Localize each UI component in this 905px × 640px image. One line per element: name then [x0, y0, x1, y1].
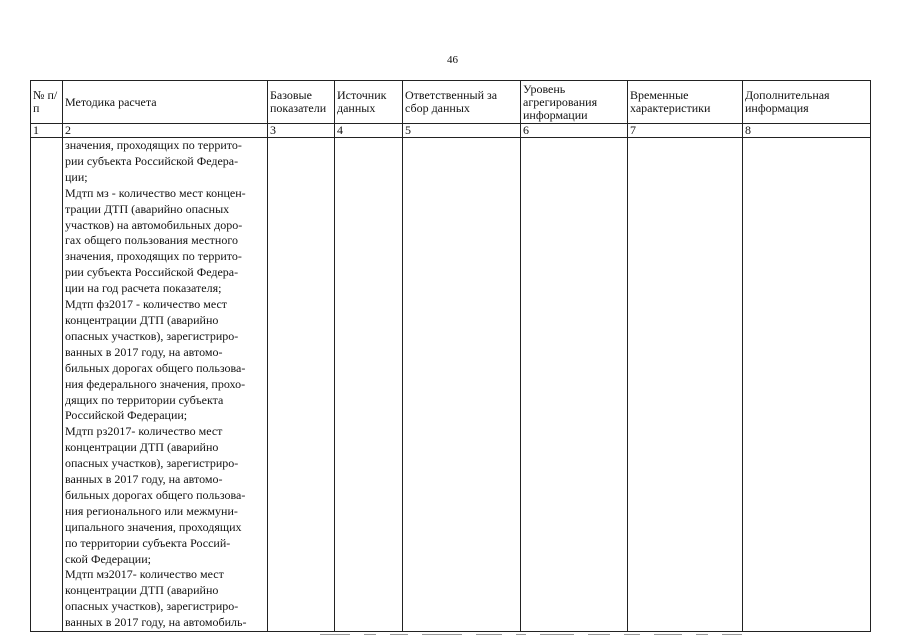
cell-data-source	[335, 138, 403, 632]
method-text-line: ванных в 2017 году, на автомо-	[65, 344, 223, 359]
method-text-line: Мдтп мз - количество мест концен-	[65, 185, 246, 200]
method-text-line: по территории субъекта Россий-	[65, 535, 231, 550]
column-number-row	[31, 124, 871, 138]
column-number: 1	[31, 124, 63, 138]
method-text-line: ния федерального значения, прохо-	[65, 376, 246, 391]
method-text-line: ванных в 2017 году, на автомо-	[65, 472, 223, 487]
cell-responsible	[403, 138, 521, 632]
cell-method	[63, 138, 268, 632]
method-text-line: гах общего пользования местного	[65, 233, 238, 248]
method-text-line: концентрации ДТП (аварийно	[65, 312, 219, 327]
method-text-line: рии субъекта Российской Федера-	[65, 265, 239, 280]
page-number: 46	[447, 54, 458, 66]
cell-number	[31, 138, 63, 632]
scan-artifact-marks	[320, 634, 890, 636]
method-text-line: ципального значения, проходящих	[65, 519, 242, 534]
header-responsible: Ответственный за сбор данных	[403, 81, 521, 124]
method-text-line: значения, проходящих по террито-	[65, 138, 242, 152]
header-time-characteristics: Временные характеристики	[628, 81, 743, 124]
method-text-line: ванных в 2017 году, на автомобиль-	[65, 615, 247, 630]
method-text-line: опасных участков), зарегистриро-	[65, 599, 239, 614]
column-number: 5	[403, 124, 521, 138]
method-text-line: участков) на автомобильных доро-	[65, 217, 243, 232]
cell-base-indicators	[268, 138, 335, 632]
method-text-line: бильных дорогах общего пользова-	[65, 360, 246, 375]
header-additional-info: Дополнительная информация	[743, 81, 871, 124]
method-text-line: ской Федерации;	[65, 551, 151, 566]
method-text-line: бильных дорогах общего пользова-	[65, 487, 246, 502]
column-number: 7	[628, 124, 743, 138]
method-text-line: Мдтп мз2017- количество мест	[65, 567, 224, 582]
header-number: № п/п	[31, 81, 63, 124]
method-text-line: Мдтп фз2017 - количество мест	[65, 297, 228, 312]
table-header-row	[31, 81, 871, 124]
method-text-line: ния регионального или межмуни-	[65, 503, 238, 518]
method-text-line: трации ДТП (аварийно опасных	[65, 201, 230, 216]
table-row	[31, 138, 871, 632]
column-number: 6	[521, 124, 628, 138]
method-text-line: концентрации ДТП (аварийно	[65, 440, 219, 455]
method-text-line: ции на год расчета показателя;	[65, 281, 222, 296]
header-aggregation-level: Уровень агрегирования информации	[521, 81, 628, 124]
method-text-line: Российской Федерации;	[65, 408, 188, 423]
method-text-line: ции;	[65, 169, 88, 184]
indicator-table	[30, 80, 871, 632]
column-number: 2	[63, 124, 268, 138]
method-text-line: значения, проходящих по террито-	[65, 249, 242, 264]
method-text-line: опасных участков), зарегистриро-	[65, 328, 239, 343]
cell-time-characteristics	[628, 138, 743, 632]
column-number: 4	[335, 124, 403, 138]
method-text	[65, 138, 265, 631]
cell-additional-info	[743, 138, 871, 632]
method-text-line: опасных участков), зарегистриро-	[65, 456, 239, 471]
method-text-line: рии субъекта Российской Федера-	[65, 153, 239, 168]
header-data-source: Источник данных	[335, 81, 403, 124]
header-method: Методика расчета	[63, 81, 268, 124]
method-text-line: концентрации ДТП (аварийно	[65, 583, 219, 598]
method-text-line: дящих по территории субъекта	[65, 392, 224, 407]
header-base-indicators: Базовые показатели	[268, 81, 335, 124]
column-number: 3	[268, 124, 335, 138]
column-number: 8	[743, 124, 871, 138]
cell-aggregation-level	[521, 138, 628, 632]
method-text-line: Мдтп рз2017- количество мест	[65, 424, 223, 439]
